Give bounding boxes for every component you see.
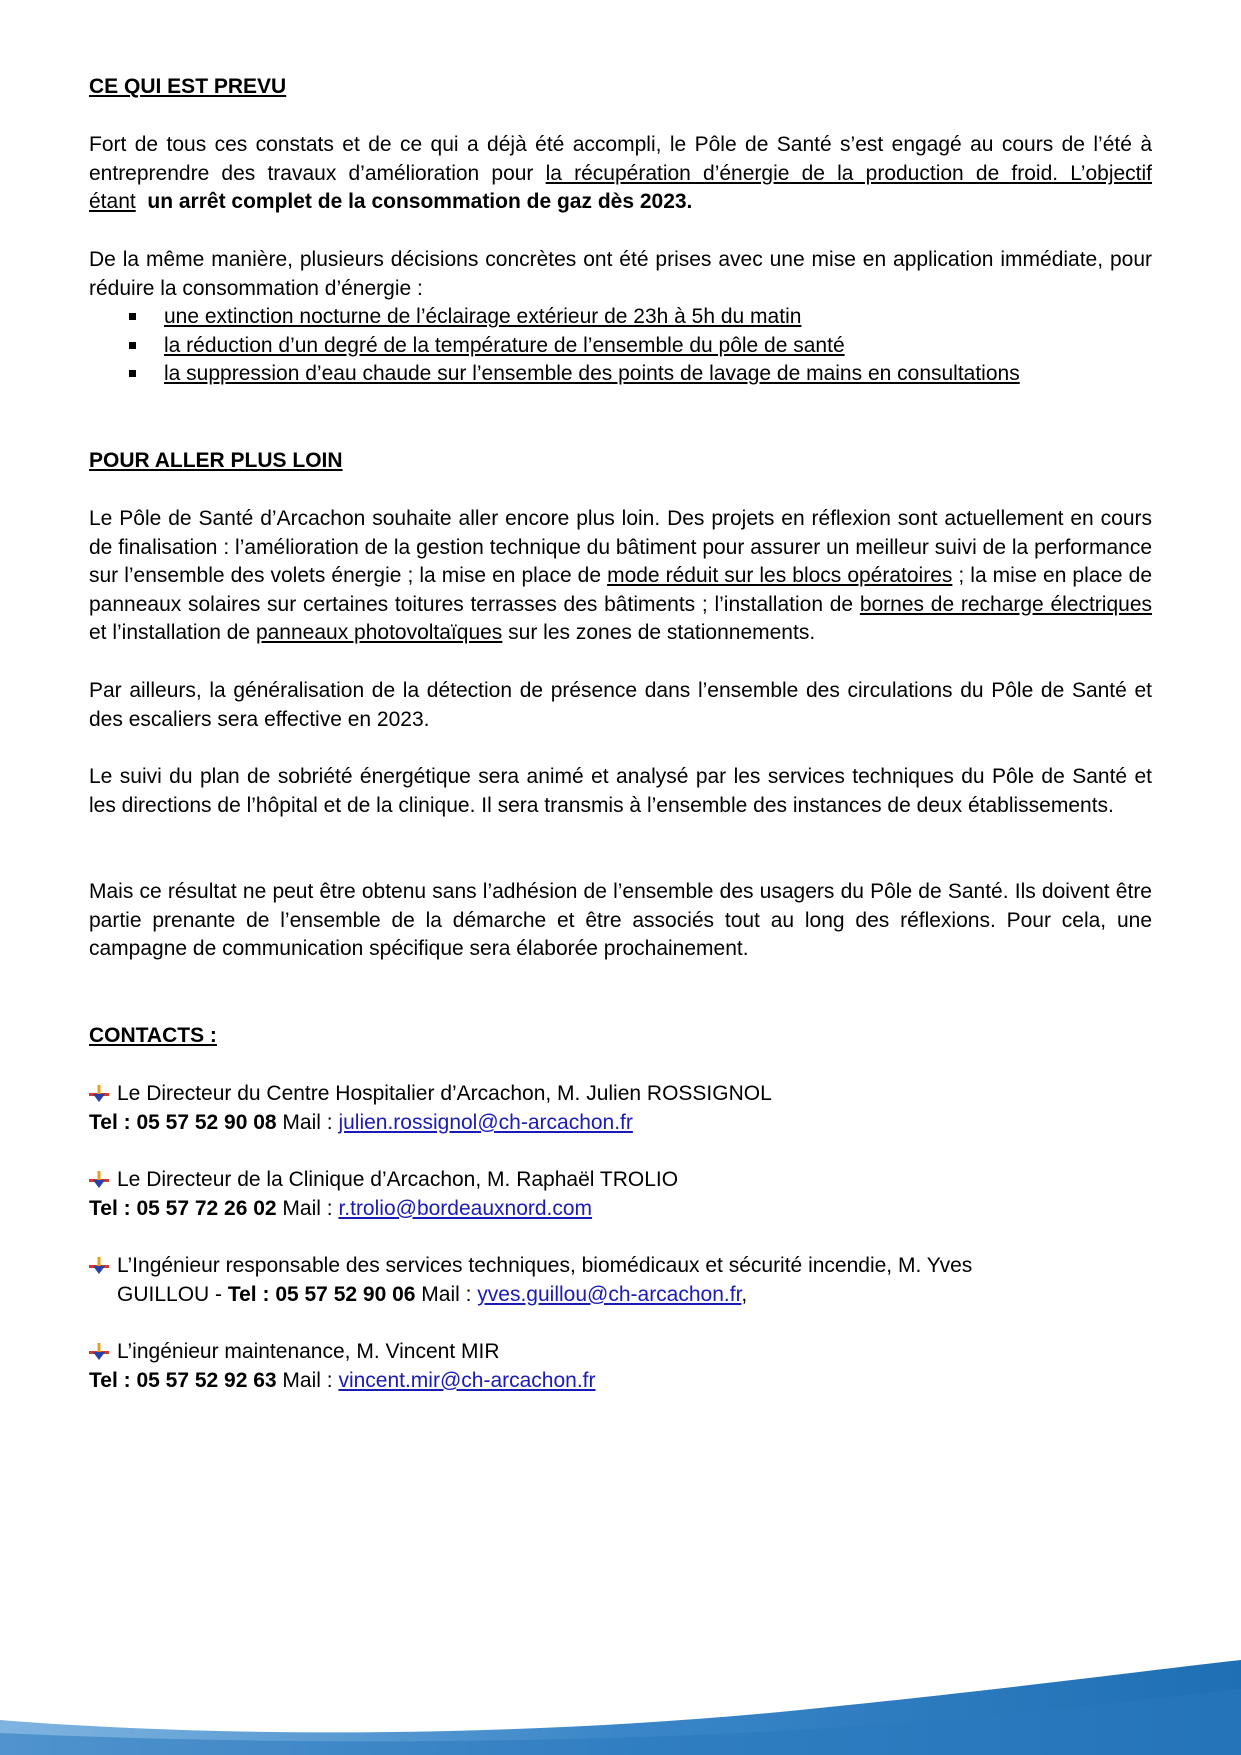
paragraph-projets-text: sur les zones de stationnements. [502,621,816,644]
email-link[interactable]: julien.rossignol@ch-arcachon.fr [338,1110,633,1134]
contact-title-line [89,1252,1152,1281]
tel-label: Tel : [89,1110,137,1134]
contact-title: L’Ingénieur responsable des services techniques, biomédicaux et sécurité incendie, M. Yves [117,1254,973,1277]
tel-value: 05 57 52 92 63 [136,1368,277,1392]
heading-pour-aller-plus-loin: POUR ALLER PLUS LOIN [89,449,343,472]
list-item-text: la réduction d’un degré de la température de l’ensemble du pôle de santé [164,333,845,357]
paragraph-travaux-bold: un arrêt complet de la consommation de gaz dès 2023. [147,190,693,213]
mail-label: Mail : [276,1368,339,1392]
mail-label: Mail : [415,1282,478,1306]
tel-value: 05 57 52 90 08 [136,1110,277,1134]
tel-label: Tel : [227,1282,276,1306]
paragraph-suivi: Le suivi du plan de sobriété énergétique sera animé et analysé par les services techniques du Pôle de Santé et les directions de l’hôpital et de la clinique. Il sera transmis à l’ensemble des instances de deux établissements. [89,765,1152,817]
footer-wave-decoration [0,1645,1241,1755]
mail-label: Mail : [276,1110,339,1134]
contact-block [89,1166,1152,1223]
mail-label: Mail : [276,1196,339,1220]
paragraph-projets-text: ; la mise en place de panneaux solaires sur certaines toitures terrasses des bâtiments ; l’installation de [89,564,1152,616]
paragraph-adhesion: Mais ce résultat ne peut être obtenu sans l’adhésion de l’ensemble des usagers du Pôle de Santé. Ils doivent être partie prenante de l’ensemble de la démarche et être associés tout au long des réflexions. Pour cela, une campagne de communication spécifique sera élaborée prochainement. [89,880,1152,960]
contact-title-line [89,1166,1152,1195]
arrow-down-icon [89,1170,109,1190]
decisions-list [89,303,1152,389]
paragraph-travaux-underlined: la récupération d’énergie de la production de froid. L’objectif étant [89,161,1153,213]
paragraph-travaux [89,131,1152,217]
paragraph-decisions: De la même manière, plusieurs décisions concrètes ont été prises avec une mise en application immédiate, pour réduire la consommation d’énergie : [89,248,1152,300]
tel-value: 05 57 52 90 06 [275,1282,416,1306]
paragraph-detection: Par ailleurs, la généralisation de la détection de présence dans l’ensemble des circulations du Pôle de Santé et des escaliers sera effective en 2023. [89,679,1152,731]
arrow-down-icon [89,1342,109,1362]
heading-contacts: CONTACTS : [89,1024,217,1047]
contact-details-line [89,1195,1152,1224]
contact-block [89,1252,1152,1309]
contact-title: Le Directeur du Centre Hospitalier d’Arcachon, M. Julien ROSSIGNOL [117,1082,772,1105]
contact-title-line [89,1338,1152,1367]
list-item-text: la suppression d’eau chaude sur l’ensemble des points de lavage de mains en consultations [164,362,1020,385]
tel-value: 05 57 72 26 02 [136,1196,277,1220]
tel-label: Tel : [89,1368,137,1392]
paragraph-projets-text: Le Pôle de Santé d’Arcachon souhaite aller encore plus loin. Des projets en réflexion sont actuellement en cours de finalisation : l’amélioration de la gestion technique du bâtiment pour assurer un meilleur suivi de la performance sur l’ensemble des volets énergie ; la mise en place de [89,507,1152,587]
contact-details-line [89,1109,1152,1138]
contact-title: Le Directeur de la Clinique d’Arcachon, M. Raphaël TROLIO [117,1168,679,1191]
bullet-square-icon [129,313,136,320]
arrow-down-icon [89,1084,109,1104]
paragraph-projets [89,505,1152,648]
contact-block [89,1338,1152,1395]
paragraph-travaux-text: Fort de tous ces constats et de ce qui a déjà été accompli, le Pôle de Santé s’est engagé au cours de l’été à entreprendre des travaux d’amélioration pour [89,133,1152,185]
tel-label: Tel : [89,1196,137,1220]
bullet-square-icon [129,370,136,377]
contact-title: L’ingénieur maintenance, M. Vincent MIR [117,1340,500,1363]
contact-title-continued: GUILLOU - [117,1282,228,1306]
underline-panneaux: panneaux photovoltaïques [255,621,503,644]
underline-bornes: bornes de recharge électriques [859,592,1152,616]
paragraph-projets-text: et l’installation de [89,621,256,644]
email-link[interactable]: r.trolio@bordeauxnord.com [338,1196,593,1220]
heading-ce-qui-est-prevu: CE QUI EST PREVU [89,75,287,98]
arrow-down-icon [89,1256,109,1276]
list-item [89,360,1152,389]
contact-block [89,1080,1152,1137]
list-item [89,303,1152,332]
trailing-comma: , [741,1282,748,1306]
email-link[interactable]: yves.guillou@ch-arcachon.fr [477,1282,742,1306]
bullet-square-icon [129,342,136,349]
contact-title-line [89,1080,1152,1109]
email-link[interactable]: vincent.mir@ch-arcachon.fr [338,1368,596,1392]
contact-details-line [89,1281,1152,1310]
list-item [89,332,1152,361]
list-item-text: une extinction nocturne de l’éclairage extérieur de 23h à 5h du matin [164,305,802,328]
contact-details-line [89,1367,1152,1396]
underline-mode-reduit: mode réduit sur les blocs opératoires [607,564,953,587]
